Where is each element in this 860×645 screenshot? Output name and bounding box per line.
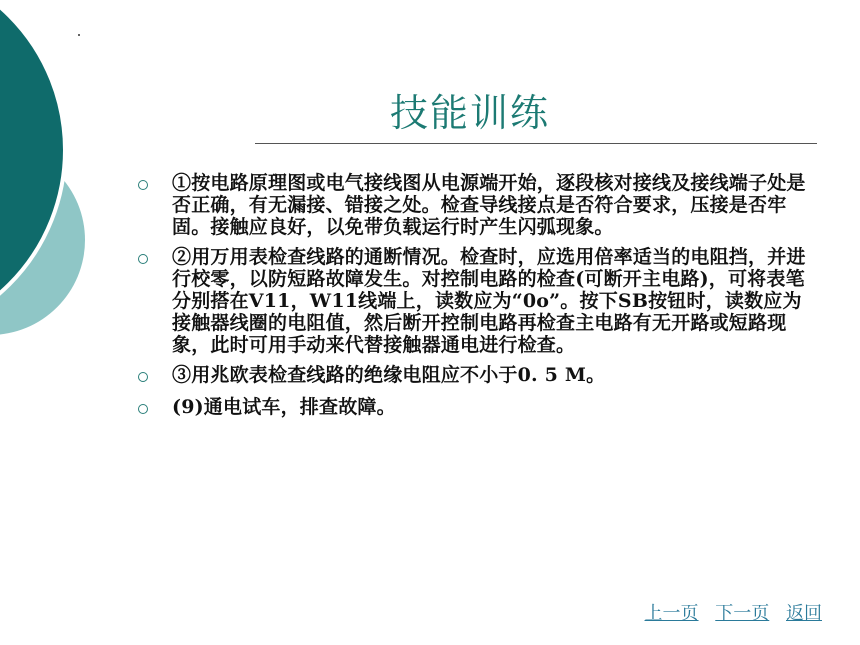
list-item-text: ②用万用表检查线路的通断情况。检查时，应选用倍率适当的电阻挡，并进行校零，以防短路故障发生。对控制电路的检查(可断开主电路)，可将表笔分别搭在V11，W11线端上，读数应为“0o”。按下SB按钮时，读数应为接触器线圈的电阻值，然后断开控制电路再检查主电路有无开路或短路现象，此时可用手动来代替接触器通电进行检查。 <box>172 246 806 356</box>
slide-title: 技能训练 <box>389 91 550 135</box>
bullet-circle-icon <box>138 254 148 264</box>
bullet-circle-icon <box>138 180 148 190</box>
list-item-text: (9)通电试车，排查故障。 <box>172 396 396 419</box>
white-gap-ring <box>0 0 65 340</box>
dark-teal-circle <box>0 0 65 340</box>
list-item <box>138 397 820 419</box>
list-item-text: ③用兆欧表检查线路的绝缘电阻应不小于0. 5 M。 <box>172 364 606 387</box>
list-item-text: ①按电路原理图或电气接线图从电源端开始，逐段核对接线及接线端子处是否正确，有无漏接、错接之处。检查导线接点是否符合要求，压接是否牢固。接触应良好，以免带负载运行时产生闪弧现象。 <box>172 172 806 238</box>
light-teal-circle <box>0 145 85 335</box>
list-item <box>138 247 820 356</box>
back-link[interactable]: 返回 <box>786 603 822 624</box>
title-divider <box>255 143 817 144</box>
prev-page-link[interactable]: 上一页 <box>644 603 699 624</box>
bullet-list <box>138 173 820 419</box>
bullet-circle-icon <box>138 372 148 382</box>
small-dot <box>78 34 80 36</box>
list-item <box>138 365 820 387</box>
list-item <box>138 173 820 238</box>
bullet-circle-icon <box>138 404 148 414</box>
slide-navigation <box>634 599 822 625</box>
next-page-link[interactable]: 下一页 <box>715 603 770 624</box>
